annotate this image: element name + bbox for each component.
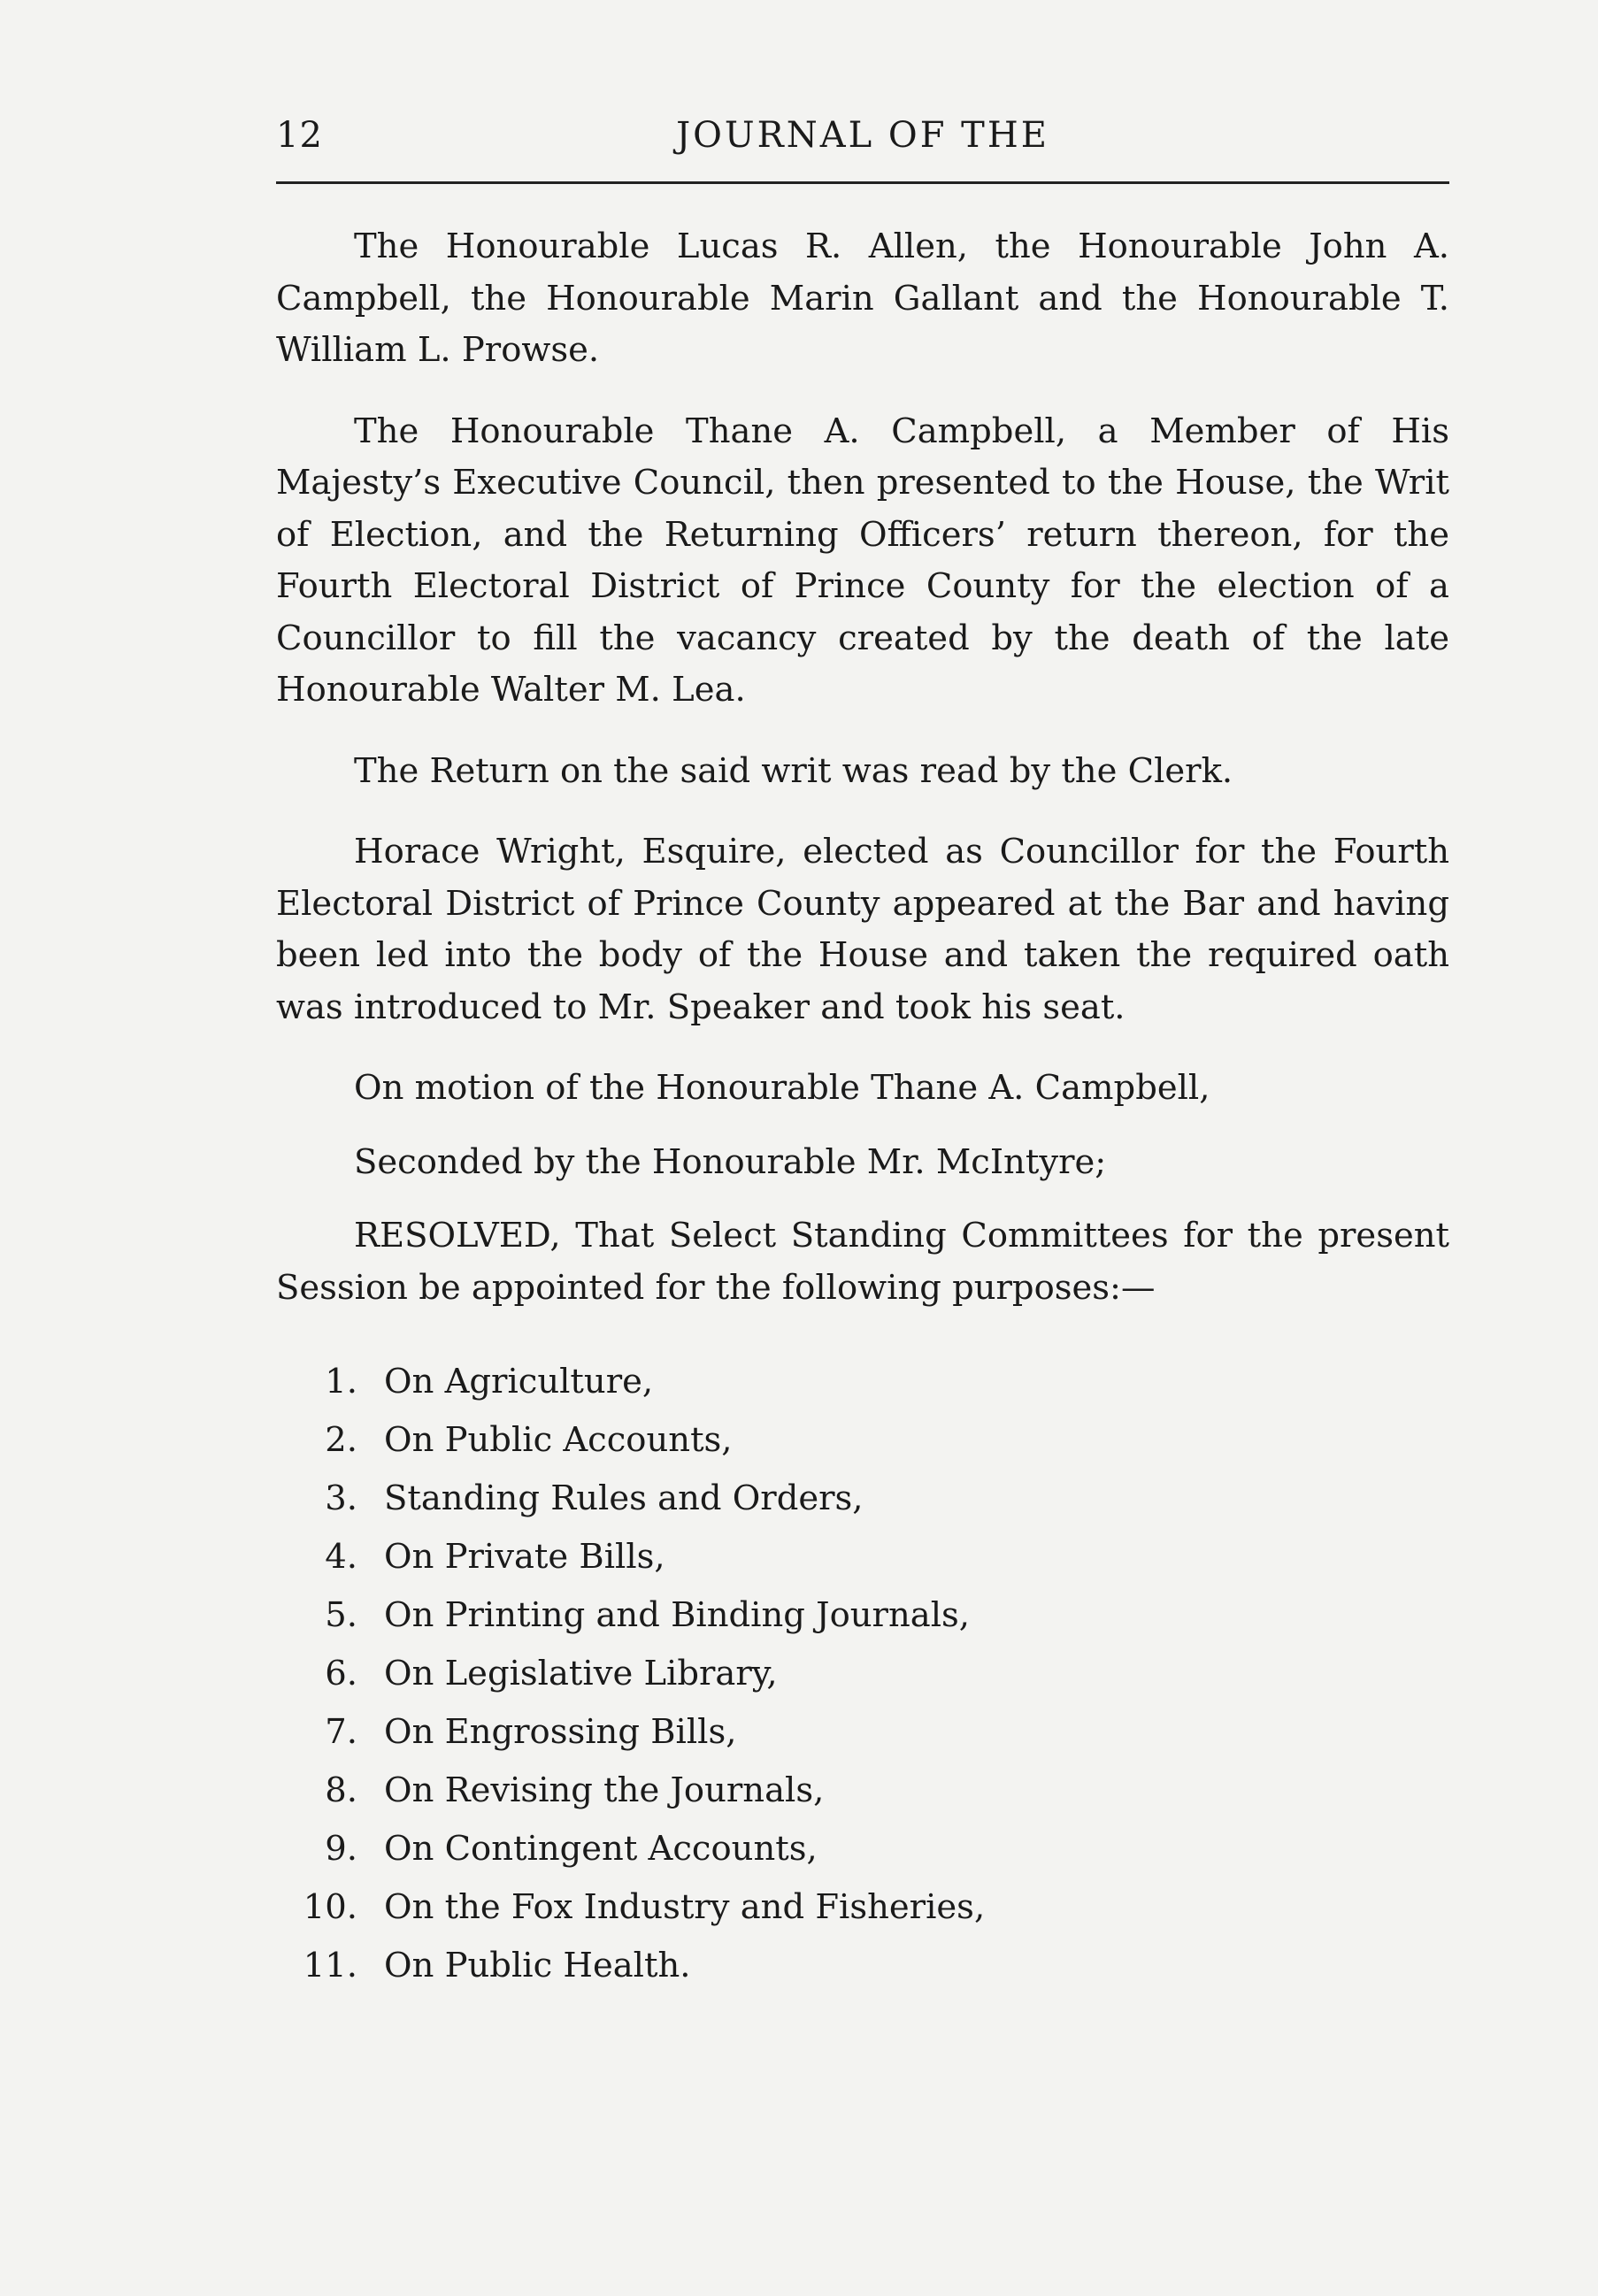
list-item — [276, 1532, 1449, 1590]
list-item-text: On Agriculture, — [384, 1362, 654, 1401]
list-item-number: 6. — [325, 1654, 357, 1693]
journal-body — [276, 221, 1449, 1999]
list-item-text: On the Fox Industry and Fisheries, — [384, 1887, 986, 1927]
committee-list — [276, 1356, 1449, 1999]
list-item-text: On Public Health. — [384, 1946, 691, 1985]
list-item-number: 2. — [325, 1420, 357, 1460]
page-header — [276, 115, 1449, 168]
paragraph-members: The Honourable Lucas R. Allen, the Honourable John A. Campbell, the Honourable Marin Gallant and the Honourable T. William L. Prowse. — [276, 227, 1449, 370]
list-item-text: On Printing and Binding Journals, — [384, 1595, 971, 1635]
paragraph-motion: On motion of the Honourable Thane A. Campbell, — [354, 1068, 1210, 1108]
list-item-text: On Revising the Journals, — [384, 1770, 825, 1810]
list-item — [276, 1707, 1449, 1765]
list-item-text: On Private Bills, — [384, 1537, 665, 1577]
list-item-number: 7. — [325, 1712, 357, 1752]
paragraph-writ-presented: The Honourable Thane A. Campbell, a Member of His Majesty’s Executive Council, then presented to the House, the Writ of Election, and the Returning Officers’ return thereon, for the Fourth Electoral District of Prince County for the election of a Councillor to fill the vacancy created by the death of the late Honourable Walter M. Lea. — [276, 411, 1449, 710]
list-item — [276, 1824, 1449, 1882]
list-item — [276, 1648, 1449, 1707]
paragraph-resolved: RESOLVED, That Select Standing Committees for the present Session be appointed for the following purposes:— — [276, 1216, 1449, 1308]
list-item — [276, 1882, 1449, 1940]
running-head: JOURNAL OF THE — [676, 115, 1049, 156]
list-item-number: 10. — [303, 1887, 357, 1927]
list-item-text: Standing Rules and Orders, — [384, 1478, 864, 1518]
list-item — [276, 1940, 1449, 1999]
paragraph-councillor-seated: Horace Wright, Esquire, elected as Councillor for the Fourth Electoral District of Prince County appeared at the Bar and having been led into the body of the House and taken the required oath was introduced to Mr. Speaker and took his seat. — [276, 832, 1449, 1027]
list-item-text: On Public Accounts, — [384, 1420, 733, 1460]
paragraph-seconded: Seconded by the Honourable Mr. McIntyre; — [354, 1141, 1107, 1182]
list-item-number: 9. — [325, 1829, 357, 1869]
list-item-text: On Contingent Accounts, — [384, 1829, 818, 1869]
list-item-number: 11. — [303, 1946, 357, 1985]
paragraph-return-read: The Return on the said writ was read by the Clerk. — [354, 750, 1233, 791]
list-item — [276, 1765, 1449, 1824]
list-item-number: 1. — [325, 1362, 357, 1401]
list-item — [276, 1415, 1449, 1473]
page-number: 12 — [276, 115, 323, 156]
list-item-number: 4. — [325, 1537, 357, 1577]
list-item — [276, 1356, 1449, 1415]
list-item-number: 5. — [325, 1595, 357, 1635]
list-item-text: On Legislative Library, — [384, 1654, 778, 1693]
list-item-number: 3. — [325, 1478, 357, 1518]
list-item — [276, 1473, 1449, 1532]
header-rule — [276, 181, 1449, 184]
list-item — [276, 1590, 1449, 1648]
list-item-text: On Engrossing Bills, — [384, 1712, 737, 1752]
list-item-number: 8. — [325, 1770, 357, 1810]
